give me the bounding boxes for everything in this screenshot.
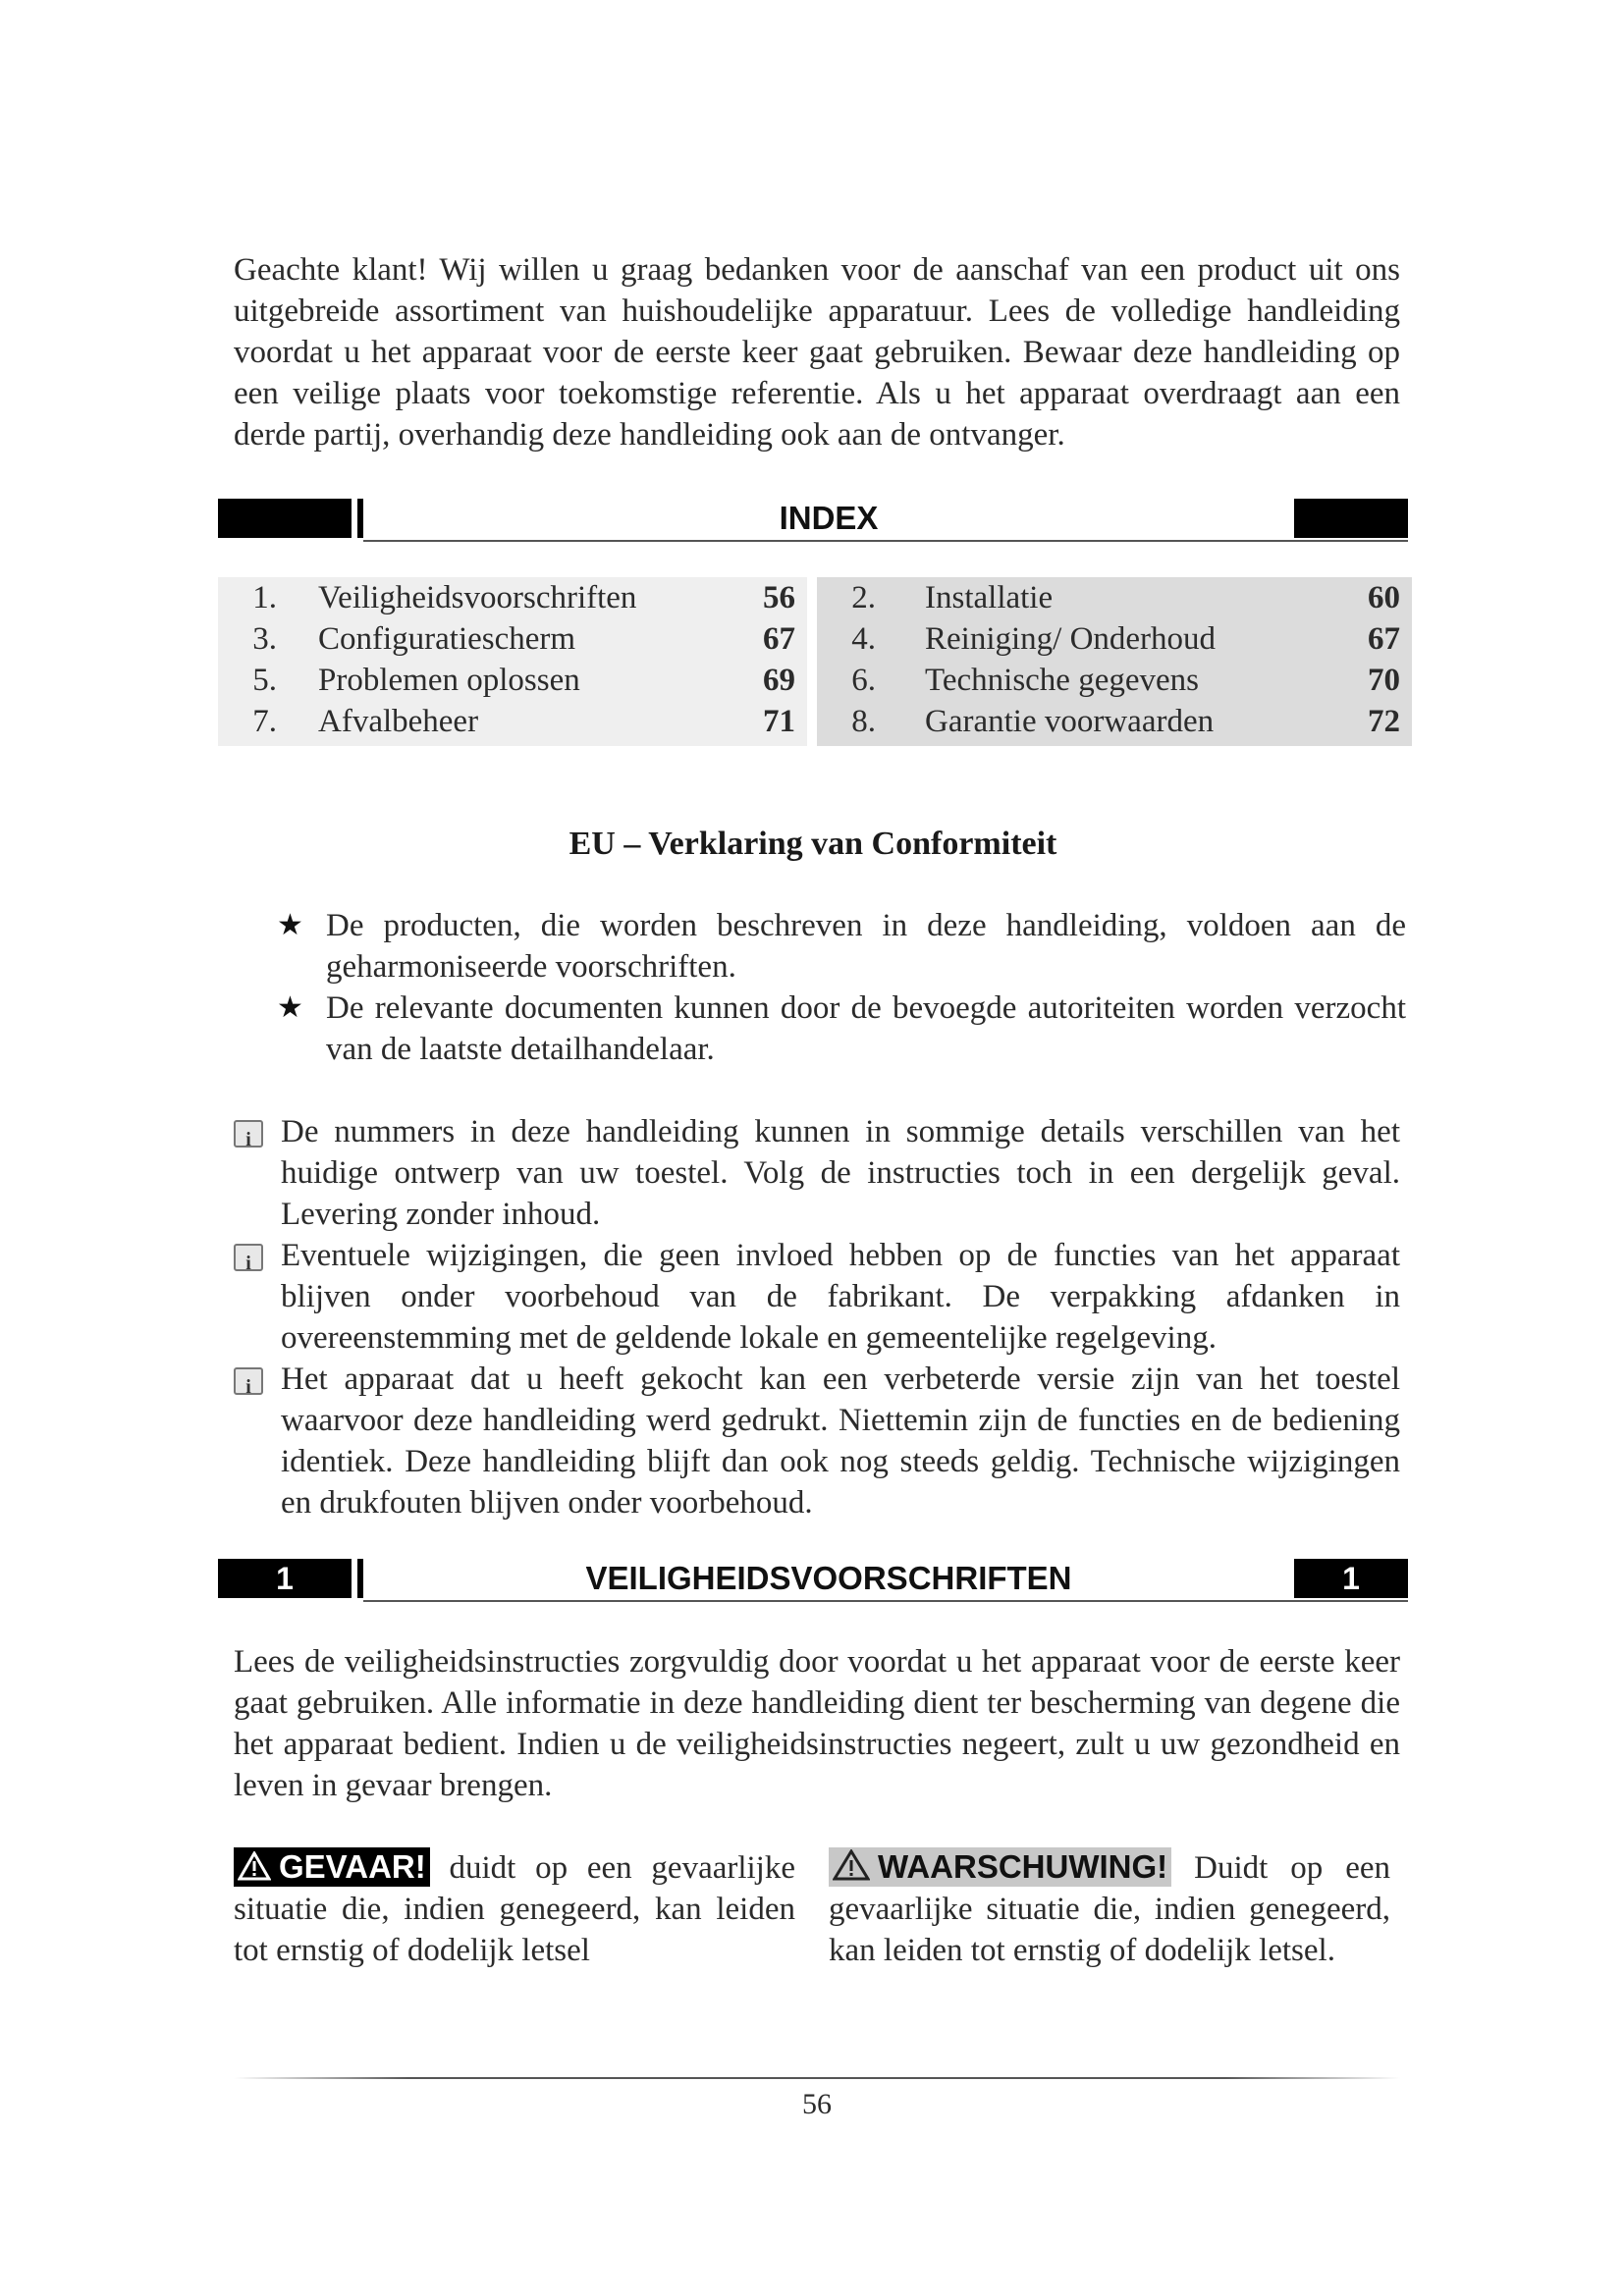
danger-text: duidt op een gevaarlijke situatie die, indien genegeerd, kan leiden tot ernstig of dodelijk letsel <box>234 1850 795 1968</box>
info-icon <box>234 1367 263 1395</box>
warning-text: Duidt op een gevaarlijke situatie die, indien genegeerd, kan leiden tot ernstig of dodelijk letsel. <box>829 1850 1390 1968</box>
index-header <box>218 499 1408 544</box>
info-icon <box>234 1120 263 1148</box>
danger-notice <box>234 1847 795 1971</box>
index-title: INDEX <box>779 500 879 536</box>
info-icon <box>234 1244 263 1271</box>
index-row: 2. Installatie 60 <box>851 580 1400 615</box>
info-note: i Het apparaat dat u heeft gekocht kan een verbeterde versie zijn van het toestel waarvoor deze handleiding werd gedrukt. Niettemin zijn de functies en de bediening identiek. Deze handleiding blijft dan ook nog steeds geldig. Technische wijzigingen en drukfouten blijven onder voorbehoud. <box>234 1359 1400 1523</box>
warning-triangle-icon <box>833 1849 870 1881</box>
section-header <box>218 1559 1408 1604</box>
eu-item: ★ De producten, die worden beschreven in deze handleiding, voldoen aan de geharmoniseerde voorschriften. <box>277 905 1406 988</box>
header-right-block <box>1294 499 1408 538</box>
header-left-block <box>218 499 352 538</box>
section-intro: Lees de veiligheidsinstructies zorgvuldig door voordat u het apparaat voor de eerste keer gaat gebruiken. Alle informatie in deze handleiding dient ter bescherming van degene die het apparaat bedient. Indien u de veiligheidsinstructies negeert, zult u uw gezondheid en leven in gevaar brengen. <box>234 1644 1400 1803</box>
danger-badge: GEVAAR! <box>234 1847 430 1887</box>
section-title: VEILIGHEIDSVOORSCHRIFTEN <box>585 1560 1072 1596</box>
section-number-left: 1 <box>218 1559 352 1598</box>
page-number: 56 <box>802 2088 832 2120</box>
warning-notice <box>829 1847 1390 1971</box>
index-row: 8. Garantie voorwaarden 72 <box>851 704 1400 739</box>
warning-triangle-icon <box>238 1851 271 1881</box>
index-row: 4. Reiniging/ Onderhoud 67 <box>851 621 1400 657</box>
index-row: 3. Configuratiescherm 67 <box>252 621 795 657</box>
star-icon: ★ <box>277 991 303 1024</box>
index-column-left <box>218 577 807 746</box>
index-column-right <box>817 577 1412 746</box>
index-row: 7. Afvalbeheer 71 <box>252 704 795 739</box>
intro-paragraph: Geachte klant! Wij willen u graag bedanken voor de aanschaf van een product uit ons uitgebreide assortiment van huishoudelijke apparatuur. Lees de volledige handleiding voordat u het apparaat voor de eerste keer gaat gebruiken. Bewaar deze handleiding op een veilige plaats voor toekomstige referentie. Als u het apparaat overdraagt aan een derde partij, overhandig deze handleiding ook aan de ontvanger. <box>234 252 1400 453</box>
section-number-right: 1 <box>1294 1559 1408 1598</box>
info-note: i Eventuele wijzigingen, die geen invloed hebben op de functies van het apparaat blijven onder voorbehoud van de fabrikant. De verpakking afdanken in overeenstemming met de geldende lokale en gemeentelijke regelgeving. <box>234 1235 1400 1359</box>
info-note: i De nummers in deze handleiding kunnen in sommige details verschillen van het huidige ontwerp van uw toestel. Volg de instructies toch in een dergelijk geval. Levering zonder inhoud. <box>234 1111 1400 1235</box>
index-row: 5. Problemen oplossen 69 <box>252 663 795 698</box>
star-icon: ★ <box>277 909 303 941</box>
eu-heading: EU – Verklaring van Conformiteit <box>568 826 1057 862</box>
eu-item: ★ De relevante documenten kunnen door de bevoegde autoriteiten worden verzocht van de laatste detailhandelaar. <box>277 988 1406 1070</box>
footer-rule <box>234 2077 1400 2079</box>
index-row: 1. Veiligheidsvoorschriften 56 <box>252 580 795 615</box>
index-row: 6. Technische gegevens 70 <box>851 663 1400 698</box>
warning-badge: WAARSCHUWING! <box>829 1847 1171 1887</box>
